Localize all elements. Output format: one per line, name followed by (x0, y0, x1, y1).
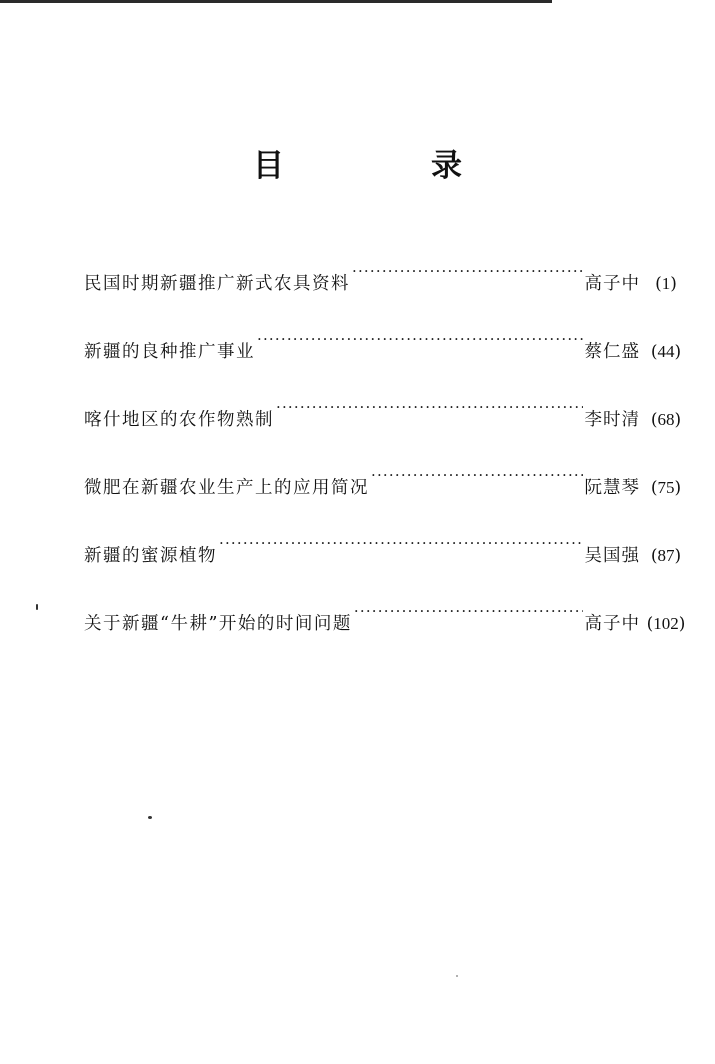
toc-entry-page-number: (75) (650, 478, 682, 498)
toc-entry-author: 吴国强 (584, 546, 640, 566)
toc-entry[interactable] (84, 593, 692, 634)
dot-leader (350, 253, 583, 289)
scan-speck (456, 975, 458, 977)
toc-entry-title: 喀什地区的农作物熟制 (84, 410, 274, 430)
dot-leader (217, 525, 583, 561)
dot-leader (255, 321, 583, 357)
scan-edge-line (0, 0, 552, 3)
toc-entry-page-number: (102) (646, 614, 686, 634)
toc-entry-title: 微肥在新疆农业生产上的应用简况 (84, 478, 369, 498)
toc-entry[interactable] (84, 253, 692, 294)
toc-entry-author: 蔡仁盛 (584, 342, 640, 362)
toc-entry-author: 阮慧琴 (584, 478, 640, 498)
scan-speck (36, 604, 38, 610)
toc-entry-author: 高子中 (584, 274, 640, 294)
toc-entry-page-number: (87) (650, 546, 682, 566)
toc-entry[interactable] (84, 457, 692, 498)
toc-entry-title: 关于新疆“牛耕”开始的时间问题 (84, 614, 352, 634)
toc-entry[interactable] (84, 525, 692, 566)
page-title: 目 录 (253, 148, 520, 184)
toc-entry-page-number: (68) (650, 410, 682, 430)
table-of-contents (84, 253, 692, 661)
dot-leader (352, 593, 583, 629)
scan-speck (148, 816, 152, 819)
toc-entry-author: 李时清 (584, 410, 640, 430)
toc-entry[interactable] (84, 321, 692, 362)
toc-entry-title: 民国时期新疆推广新式农具资料 (84, 274, 350, 294)
toc-entry-title: 新疆的良种推广事业 (84, 342, 255, 362)
toc-entry-author: 高子中 (584, 614, 640, 634)
toc-entry-page-number: (44) (650, 342, 682, 362)
toc-entry[interactable] (84, 389, 692, 430)
dot-leader (369, 457, 583, 493)
dot-leader (274, 389, 583, 425)
toc-entry-title: 新疆的蜜源植物 (84, 546, 217, 566)
toc-entry-page-number: (1) (655, 274, 677, 294)
